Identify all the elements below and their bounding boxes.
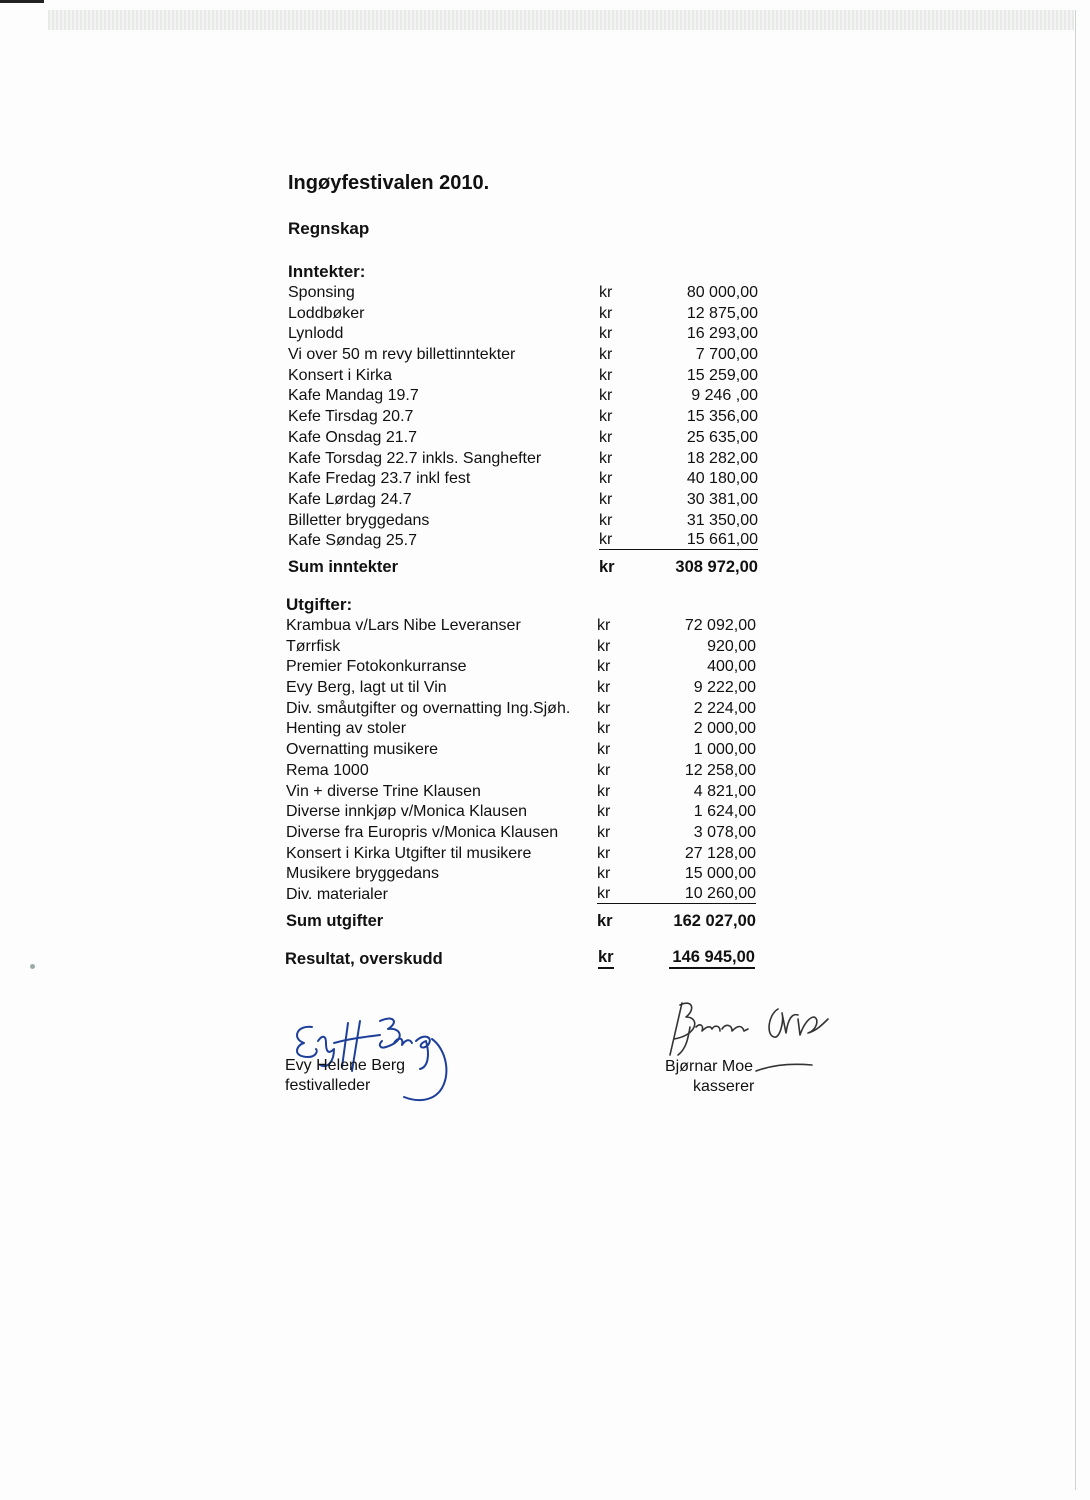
document-subtitle: Regnskap xyxy=(288,219,370,238)
income-section xyxy=(288,261,758,578)
expense-rows xyxy=(286,616,756,906)
expense-section xyxy=(286,594,756,932)
income-row-currency: kr xyxy=(599,531,613,549)
expense-row-label: Vin + diverse Trine Klausen xyxy=(286,782,481,800)
expense-row-currency: kr xyxy=(597,761,611,779)
expense-row-label: Konsert i Kirka Utgifter til musikere xyxy=(286,844,532,862)
scan-speck xyxy=(30,964,35,969)
income-row xyxy=(288,345,758,366)
expense-row-currency: kr xyxy=(597,844,611,862)
income-heading: Inntekter: xyxy=(288,262,366,281)
expense-row-label: Diverse fra Europris v/Monica Klausen xyxy=(286,823,559,841)
income-row xyxy=(288,531,758,552)
expense-row-amount: 2 224,00 xyxy=(693,699,756,717)
income-row-label: Lynlodd xyxy=(288,325,344,343)
expense-row-currency: kr xyxy=(597,637,611,655)
income-row-amount: 9 246 ,00 xyxy=(691,387,758,405)
income-row xyxy=(288,407,758,428)
expense-row xyxy=(286,802,756,823)
income-row-label: Kafe Lørdag 24.7 xyxy=(288,490,412,508)
income-row-label: Sponsing xyxy=(288,284,355,301)
income-sum-row xyxy=(288,556,758,578)
income-row-label: Kafe Søndag 25.7 xyxy=(288,532,417,550)
income-row-amount: 80 000,00 xyxy=(686,284,758,301)
expense-row-label: Diverse innkjøp v/Monica Klausen xyxy=(286,803,527,821)
income-row-currency: kr xyxy=(599,470,613,488)
income-row-label: Vi over 50 m revy billettinntekter xyxy=(288,346,516,364)
income-row-amount: 15 356,00 xyxy=(686,408,758,426)
expense-row-currency: kr xyxy=(597,699,611,717)
scan-edge-mark xyxy=(0,0,44,3)
expense-row-label: Musikere bryggedans xyxy=(286,865,439,883)
expense-row xyxy=(286,761,756,782)
expense-row-label: Div. småutgifter og overnatting Ing.Sjøh. xyxy=(286,699,571,717)
expense-row-currency: kr xyxy=(597,803,611,821)
income-sum-label: Sum inntekter xyxy=(288,557,399,576)
result-label: Resultat, overskudd xyxy=(285,950,443,968)
income-row xyxy=(288,386,758,407)
expense-row-currency: kr xyxy=(597,617,611,634)
expense-sum-label: Sum utgifter xyxy=(286,911,384,930)
income-row-amount: 7 700,00 xyxy=(695,346,758,364)
expense-row-amount: 10 260,00 xyxy=(606,885,756,904)
expense-row-amount: 72 092,00 xyxy=(684,617,756,634)
income-row-amount: 15 661,00 xyxy=(608,531,758,550)
income-row xyxy=(288,469,758,490)
scan-top-band xyxy=(48,10,1074,30)
expense-row-currency: kr xyxy=(597,658,611,676)
income-row-amount: 15 259,00 xyxy=(686,366,758,384)
income-row xyxy=(288,511,758,532)
income-rows xyxy=(288,283,758,552)
income-row-label: Kafe Fredag 23.7 inkl fest xyxy=(288,470,471,488)
expense-sum-row xyxy=(286,910,756,932)
income-row-currency: kr xyxy=(599,346,613,364)
expense-row-label: Tørrfisk xyxy=(286,637,341,655)
signature-right-name: Bjørnar Moe xyxy=(665,1058,754,1075)
income-row-label: Kefe Tirsdag 20.7 xyxy=(288,408,414,426)
expense-row-label: Overnatting musikere xyxy=(286,741,439,759)
income-row-currency: kr xyxy=(599,387,613,405)
income-row xyxy=(288,304,758,325)
signature-left-name: Evy Helene Berg xyxy=(285,1057,406,1074)
document-title: Ingøyfestivalen 2010. xyxy=(288,172,490,194)
income-row-currency: kr xyxy=(599,449,613,467)
expense-row-amount: 9 222,00 xyxy=(693,679,756,697)
income-row-label: Kafe Torsdag 22.7 inkls. Sanghefter xyxy=(288,449,542,467)
expense-row-label: Evy Berg, lagt ut til Vin xyxy=(286,679,447,697)
expense-row-amount: 15 000,00 xyxy=(684,865,756,883)
signature-left-role: festivalleder xyxy=(285,1077,371,1094)
expense-row xyxy=(286,699,756,720)
expense-row-currency: kr xyxy=(597,782,611,800)
income-row-amount: 16 293,00 xyxy=(686,325,758,343)
income-row xyxy=(288,366,758,387)
expense-row-currency: kr xyxy=(597,823,611,841)
income-row xyxy=(288,324,758,345)
income-row-amount: 12 875,00 xyxy=(686,304,758,322)
result-amount: 146 945,00 xyxy=(669,948,755,969)
signature-right-role: kasserer xyxy=(693,1078,755,1095)
expense-row xyxy=(286,885,756,906)
income-row-amount: 18 282,00 xyxy=(686,449,758,467)
income-row-currency: kr xyxy=(599,511,613,529)
expense-sum-amount: 162 027,00 xyxy=(673,911,756,930)
expense-row-label: Div. materialer xyxy=(286,885,388,903)
expense-row-amount: 400,00 xyxy=(707,658,756,676)
expense-row-amount: 2 000,00 xyxy=(693,720,756,738)
expense-row xyxy=(286,719,756,740)
expense-row-amount: 3 078,00 xyxy=(693,823,756,841)
expense-row-currency: kr xyxy=(597,720,611,738)
expense-row xyxy=(286,678,756,699)
expense-row-amount: 27 128,00 xyxy=(684,844,756,862)
expense-row-amount: 4 821,00 xyxy=(693,782,756,800)
expense-row-label: Rema 1000 xyxy=(286,761,369,779)
expense-row xyxy=(286,637,756,658)
income-sum-currency: kr xyxy=(599,557,615,576)
expense-row xyxy=(286,782,756,803)
income-row-amount: 40 180,00 xyxy=(686,470,758,488)
expense-row-currency: kr xyxy=(597,741,611,759)
income-row-currency: kr xyxy=(599,428,613,446)
expense-row-currency: kr xyxy=(597,884,611,902)
income-row-label: Loddbøker xyxy=(288,304,365,322)
income-row-currency: kr xyxy=(599,284,613,301)
income-sum-amount: 308 972,00 xyxy=(675,557,758,576)
expense-row-label: Henting av stoler xyxy=(286,720,407,738)
income-row xyxy=(288,490,758,511)
scan-right-edge xyxy=(1075,10,1076,1490)
result-currency: kr xyxy=(598,948,614,969)
expense-row xyxy=(286,740,756,761)
expense-row xyxy=(286,616,756,637)
income-row-currency: kr xyxy=(599,408,613,426)
income-row-currency: kr xyxy=(599,366,613,384)
expense-row xyxy=(286,864,756,885)
expense-row-currency: kr xyxy=(597,679,611,697)
income-row xyxy=(288,428,758,449)
income-row-label: Kafe Mandag 19.7 xyxy=(288,387,419,405)
expense-row-label: Krambua v/Lars Nibe Leveranser xyxy=(286,617,521,634)
expense-row xyxy=(286,657,756,678)
expense-row-currency: kr xyxy=(597,865,611,883)
expense-row-amount: 1 000,00 xyxy=(693,741,756,759)
income-row xyxy=(288,449,758,470)
income-row xyxy=(288,283,758,304)
income-row-amount: 25 635,00 xyxy=(686,428,758,446)
income-row-amount: 30 381,00 xyxy=(686,490,758,508)
expense-row xyxy=(286,823,756,844)
result-row xyxy=(285,948,755,970)
income-row-currency: kr xyxy=(599,304,613,322)
expense-row-amount: 920,00 xyxy=(707,637,756,655)
income-row-amount: 31 350,00 xyxy=(686,511,758,529)
expense-heading: Utgifter: xyxy=(286,595,353,614)
income-row-label: Kafe Onsdag 21.7 xyxy=(288,428,417,446)
income-row-label: Konsert i Kirka xyxy=(288,366,393,384)
expense-row-amount: 12 258,00 xyxy=(684,761,756,779)
expense-row-label: Premier Fotokonkurranse xyxy=(286,658,467,676)
income-row-label: Billetter bryggedans xyxy=(288,511,430,529)
expense-sum-currency: kr xyxy=(597,911,613,930)
expense-row-amount: 1 624,00 xyxy=(693,803,756,821)
income-row-currency: kr xyxy=(599,325,613,343)
income-row-currency: kr xyxy=(599,490,613,508)
expense-row xyxy=(286,844,756,865)
